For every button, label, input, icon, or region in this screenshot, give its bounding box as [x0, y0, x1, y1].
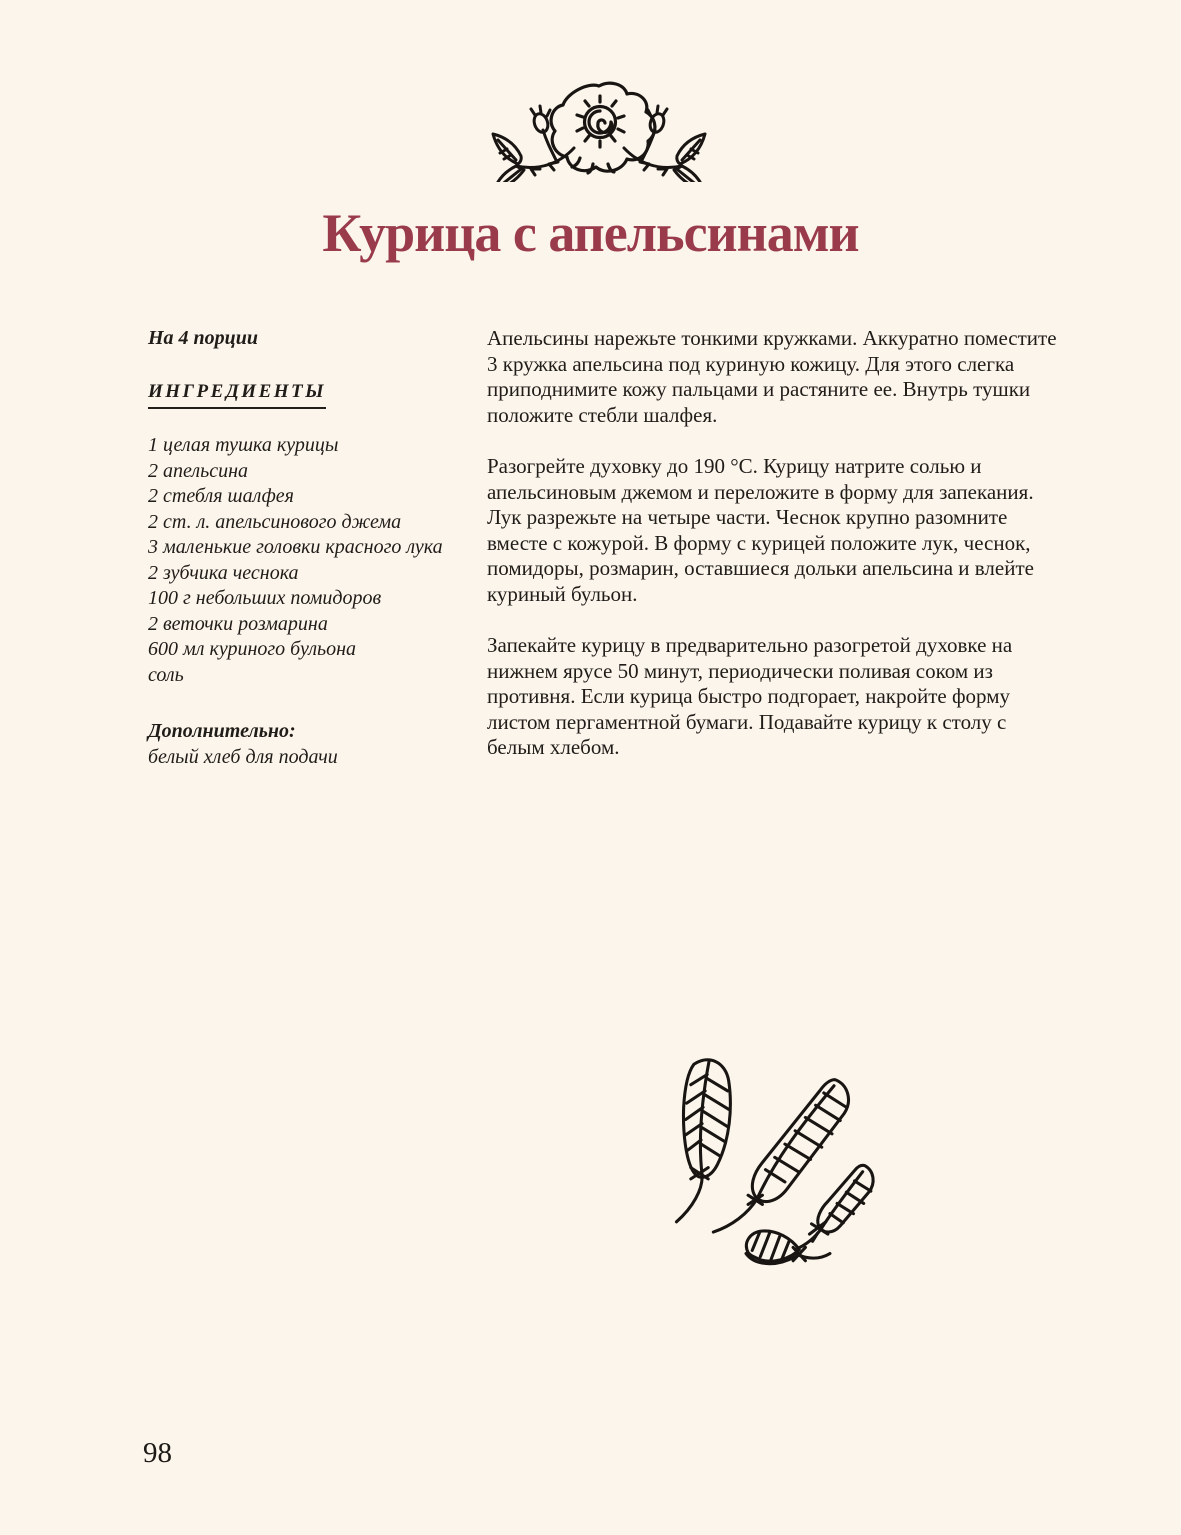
instructions-column: [487, 326, 1065, 787]
instruction-paragraph: Разогрейте духовку до 190 °C. Курицу натрите солью и апельсиновым джемом и переложите в форму для запекания. Лук разрежьте на четыре части. Чеснок крупно разомните вместе с кожурой. В форму с курицей положите лук, чеснок, помидоры, розмарин, оставшиеся дольки апельсина и влейте куриный бульон.: [487, 454, 1034, 606]
page-number: 98: [143, 1437, 172, 1469]
ingredient-item: 2 зубчика чеснока: [148, 561, 299, 584]
ingredients-heading: ИНГРЕДИЕНТЫ: [148, 379, 326, 410]
ingredient-item: 100 г небольших помидоров: [148, 587, 382, 609]
recipe-title: Курица с апельсинами: [322, 203, 859, 263]
ingredient-item: соль: [148, 663, 184, 686]
ingredient-item: 2 ст. л. апельсинового джема: [148, 510, 402, 533]
ingredients-heading-row: [148, 379, 470, 410]
rose-ornament-icon: [484, 78, 714, 182]
extra-section-heading: Дополнительно:: [148, 720, 296, 742]
instruction-paragraph: Запекайте курицу в предварительно разогретой духовке на нижнем ярусе 50 минут, периодически поливая соком из противня. Если курица быстро подгорает, накройте форму листом пергаментной бумаги. Подавайте курицу к столу с белым хлебом.: [487, 633, 1013, 759]
ingredient-item: 2 апельсина: [148, 459, 248, 482]
feathers-illustration: [656, 1052, 876, 1274]
ingredient-item: 3 маленькие головки красного лука: [148, 536, 443, 558]
ingredients-list: [148, 433, 470, 688]
extra-items-list: [148, 745, 470, 771]
ingredients-column: [148, 326, 470, 770]
rose-ornament-illustration: [484, 78, 714, 182]
extra-item: белый хлеб для подачи: [148, 745, 338, 768]
ingredient-item: 600 мл куриного бульона: [148, 638, 357, 660]
feathers-icon: [656, 1052, 876, 1274]
instruction-paragraph: Апельсины нарежьте тонкими кружками. Аккуратно поместите 3 кружка апельсина под куриную кожицу. Для этого слегка приподнимите кожу пальцами и растяните ее. Внутрь тушки положите стебли шалфея.: [487, 326, 1057, 427]
ingredient-item: 2 стебля шалфея: [148, 485, 294, 507]
ingredient-item: 1 целая тушка курицы: [148, 434, 339, 456]
ingredient-item: 2 веточки розмарина: [148, 612, 328, 635]
servings-label: На 4 порции: [148, 327, 259, 349]
